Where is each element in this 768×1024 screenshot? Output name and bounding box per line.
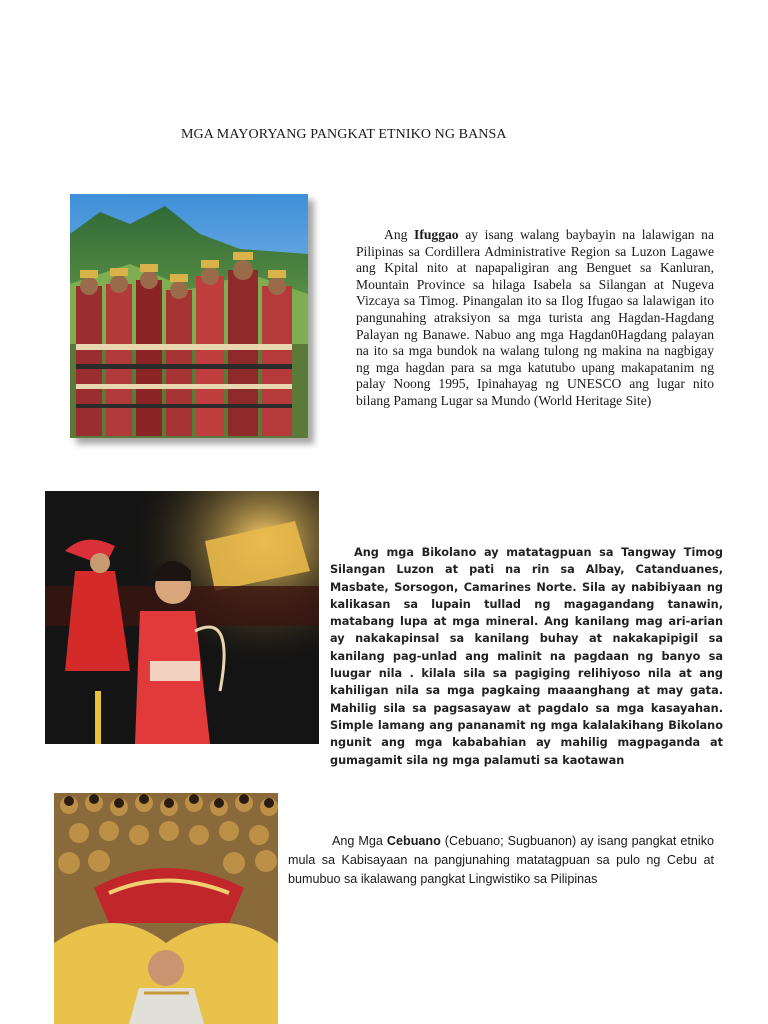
cebuano-name: Cebuano <box>386 834 441 848</box>
ifugao-lead: Ang <box>384 227 415 242</box>
bikolano-photo <box>45 491 319 744</box>
bikolano-name: Bikolano <box>421 546 477 559</box>
bikolano-text: ay matatagpuan sa Tangway Timog Silangan Luzon at pati na rin sa Albay, Catanduanes, Masbate, Sorsogon, Camarines Norte. Sila ay nabibiyaan ng kalikasan sa lupain tullad ng magagandang tanawin, matabang lupa at mga mineral. Ang kanilang mag ari-arian ay nakakapinsal sa kanilang buhay at nakakapipigil sa kanilang pag-unlad ang malinit na pagdaan ng banyo sa luugar nila . kilala sila sa pagiging relihiyoso nila at ang kahiligan nila sa mga pagkaing maaanghang at may gata. Mahilig sila sa pagsasayaw at pagdalo sa mga kasayahan. Simple lamang ang pananamit ng mga kalalakihang Bikolano ngunit ang mga kababahian ay mahilig magpaganda at gumagamit sila ng mga palamuti sa kaotawan <box>330 546 723 767</box>
ifugao-text: ay isang walang baybayin na lalawigan na Pilipinas sa Cordillera Administrative Region sa Luzon Lagawe ang Kpital nito at napapaligiran ang Benguet sa Kanluran, Mountain Province sa hilaga Isabela sa Silangan at Nugeva Vizcaya sa Timog. Pinangalan ito sa Ilog Ifugao sa lalawigan ito pangunahing atraksiyon sa mga turista ang Hagdan-Hagdang Palayan ng Banawe. Nabuo ang mga Hagdan0Hagdang palayan na ito sa mga bundok na walang tulong ng makina na nagbigay ng mga hagdan para sa mga katutubo upang makapatanim ng palay Noong 1995, Ipinahayag ng UNESCO ang lugar nito bilang Pamang Lugar sa Mundo (World Heritage Site) <box>356 227 714 408</box>
ifugao-photo <box>70 194 308 438</box>
cebuano-paragraph <box>288 832 714 889</box>
cebuano-text: (Cebuano; Sugbuanon) ay isang pangkat etniko mula sa Kabisayaan na pangjunahing matatagpuan sa pulo ng Cebu at bumubuo sa ikalawang pangkat Lingwistiko sa Pilipinas <box>288 834 715 886</box>
document-title: MGA MAYORYANG PANGKAT ETNIKO NG BANSA <box>181 127 507 142</box>
ifugao-paragraph <box>356 227 714 410</box>
cebuano-lead: Ang Mga <box>332 834 387 848</box>
cebuano-photo <box>54 793 278 1024</box>
bikolano-lead: Ang mga <box>354 546 422 559</box>
bikolano-paragraph <box>330 544 723 769</box>
ifugao-name: Ifuggao <box>414 227 459 242</box>
